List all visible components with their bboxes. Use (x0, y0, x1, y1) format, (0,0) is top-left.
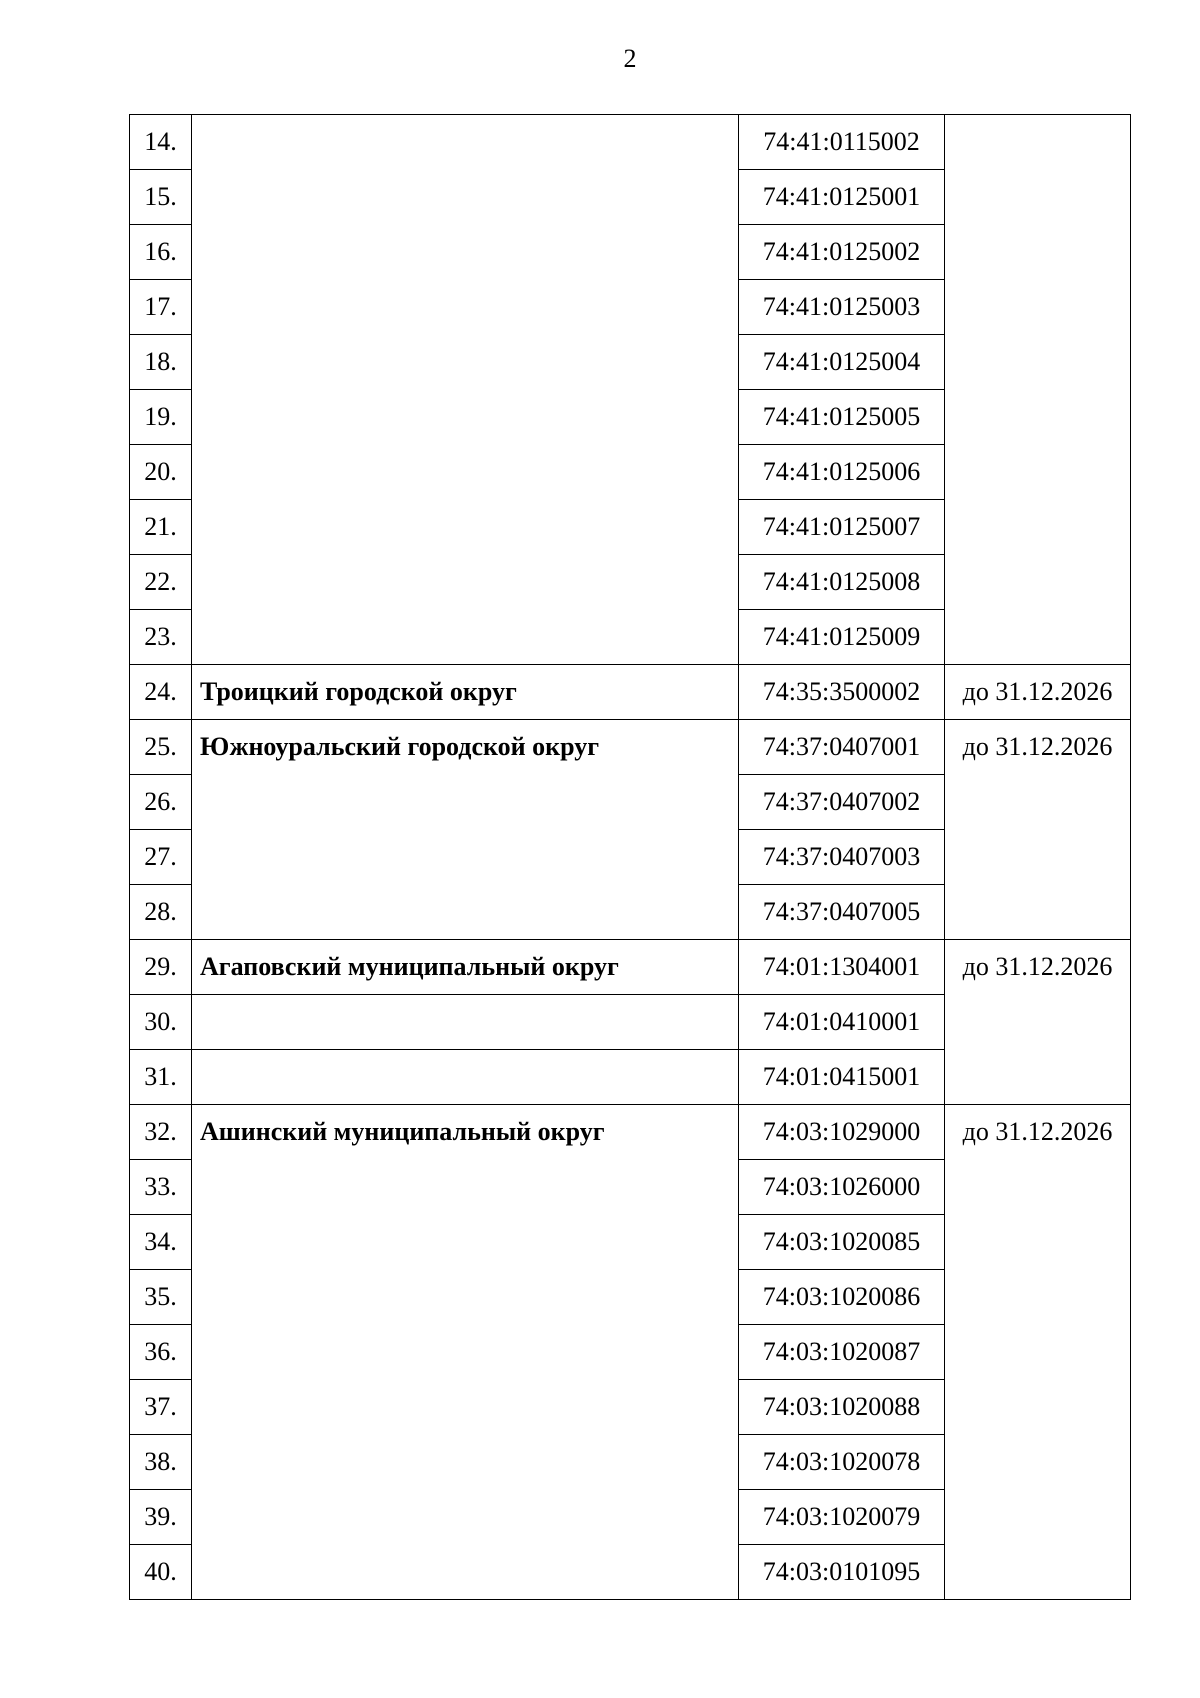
cadastral-block-code: 74:37:0407002 (739, 775, 945, 830)
page-number: 2 (623, 44, 637, 73)
row-number: 37. (130, 1380, 192, 1435)
cadastral-block-code: 74:03:1029000 (739, 1105, 945, 1160)
row-number: 33. (130, 1160, 192, 1215)
row-number: 21. (130, 500, 192, 555)
district-name-cell (192, 1050, 739, 1105)
cadastral-block-code: 74:03:1026000 (739, 1160, 945, 1215)
cadastral-block-code: 74:41:0125007 (739, 500, 945, 555)
row-number: 20. (130, 445, 192, 500)
deadline-cell (945, 115, 1131, 665)
row-number: 40. (130, 1545, 192, 1600)
cadastral-block-code: 74:41:0125003 (739, 280, 945, 335)
district-name: Ашинский муниципальный округ (192, 1105, 739, 1600)
row-number: 28. (130, 885, 192, 940)
district-name-cell (192, 115, 739, 665)
cadastral-block-code: 74:03:0101095 (739, 1545, 945, 1600)
cadastral-block-code: 74:37:0407003 (739, 830, 945, 885)
cadastral-blocks-table (129, 114, 1131, 1600)
table-row (130, 720, 1131, 775)
row-number: 16. (130, 225, 192, 280)
row-number: 32. (130, 1105, 192, 1160)
cadastral-block-code: 74:37:0407001 (739, 720, 945, 775)
cadastral-block-code: 74:01:1304001 (739, 940, 945, 995)
cadastral-block-code: 74:41:0125002 (739, 225, 945, 280)
cadastral-block-code: 74:01:0415001 (739, 1050, 945, 1105)
cadastral-block-code: 74:03:1020088 (739, 1380, 945, 1435)
cadastral-block-code: 74:41:0125004 (739, 335, 945, 390)
cadastral-block-code: 74:03:1020085 (739, 1215, 945, 1270)
row-number: 38. (130, 1435, 192, 1490)
row-number: 26. (130, 775, 192, 830)
deadline: до 31.12.2026 (945, 720, 1131, 940)
row-number: 30. (130, 995, 192, 1050)
deadline: до 31.12.2026 (945, 1105, 1131, 1600)
deadline: до 31.12.2026 (945, 665, 1131, 720)
row-number: 27. (130, 830, 192, 885)
row-number: 14. (130, 115, 192, 170)
row-number: 29. (130, 940, 192, 995)
cadastral-block-code: 74:37:0407005 (739, 885, 945, 940)
district-name-cell (192, 995, 739, 1050)
cadastral-block-code: 74:03:1020079 (739, 1490, 945, 1545)
district-name: Троицкий городской округ (192, 665, 739, 720)
row-number: 35. (130, 1270, 192, 1325)
table-row (130, 115, 1131, 170)
cadastral-block-code: 74:41:0125008 (739, 555, 945, 610)
table-row (130, 940, 1131, 995)
cadastral-block-code: 74:03:1020078 (739, 1435, 945, 1490)
district-name: Агаповский муниципальный округ (192, 940, 739, 995)
row-number: 18. (130, 335, 192, 390)
cadastral-block-code: 74:41:0125009 (739, 610, 945, 665)
deadline: до 31.12.2026 (945, 940, 1131, 1105)
cadastral-block-code: 74:41:0125005 (739, 390, 945, 445)
table-row (130, 1105, 1131, 1160)
cadastral-block-code: 74:03:1020087 (739, 1325, 945, 1380)
row-number: 25. (130, 720, 192, 775)
row-number: 36. (130, 1325, 192, 1380)
row-number: 19. (130, 390, 192, 445)
row-number: 17. (130, 280, 192, 335)
row-number: 22. (130, 555, 192, 610)
table-row (130, 665, 1131, 720)
row-number: 23. (130, 610, 192, 665)
cadastral-block-code: 74:35:3500002 (739, 665, 945, 720)
row-number: 24. (130, 665, 192, 720)
cadastral-block-code: 74:41:0115002 (739, 115, 945, 170)
cadastral-block-code: 74:01:0410001 (739, 995, 945, 1050)
district-name: Южноуральский городской округ (192, 720, 739, 940)
cadastral-block-code: 74:03:1020086 (739, 1270, 945, 1325)
row-number: 39. (130, 1490, 192, 1545)
cadastral-block-code: 74:41:0125001 (739, 170, 945, 225)
row-number: 15. (130, 170, 192, 225)
row-number: 31. (130, 1050, 192, 1105)
row-number: 34. (130, 1215, 192, 1270)
cadastral-block-code: 74:41:0125006 (739, 445, 945, 500)
